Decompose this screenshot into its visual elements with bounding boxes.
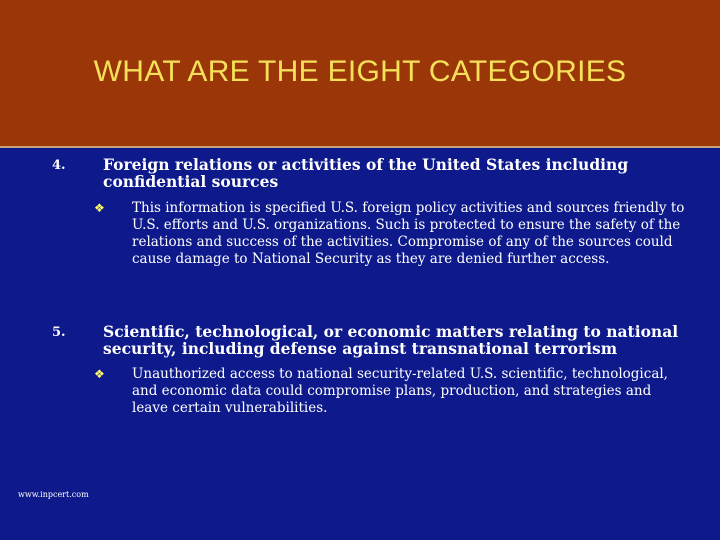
item-heading-5: Scientific, technological, or economic matters relating to national security, including defense against transnational terrorism [103, 322, 679, 358]
item-number-4: 4. [52, 158, 66, 173]
item-bullet-text-5: Unauthorized access to national security-related U.S. scientific, technological, and economic data could compromise plans, production, and strategies and leave certain vulnerabilities. [132, 366, 668, 416]
item-number-5: 5. [52, 325, 66, 340]
diamond-bullet-icon: ❖ [94, 367, 105, 381]
item-bullet-text-4: This information is specified U.S. foreign policy activities and sources friendly to U.S. efforts and U.S. organizations. Such is protected to ensure the safety of the relations and success of the activities. Compromise of any of the sources could cause damage to National Security as they are denied further access. [132, 200, 685, 267]
title-banner [0, 0, 720, 148]
item-heading-4: Foreign relations or activities of the United States including confidential sources [103, 155, 629, 191]
footer-url: www.inpcert.com [18, 490, 89, 499]
diamond-bullet-icon: ❖ [94, 201, 105, 215]
slide-title: WHAT ARE THE EIGHT CATEGORIES [93, 55, 627, 88]
